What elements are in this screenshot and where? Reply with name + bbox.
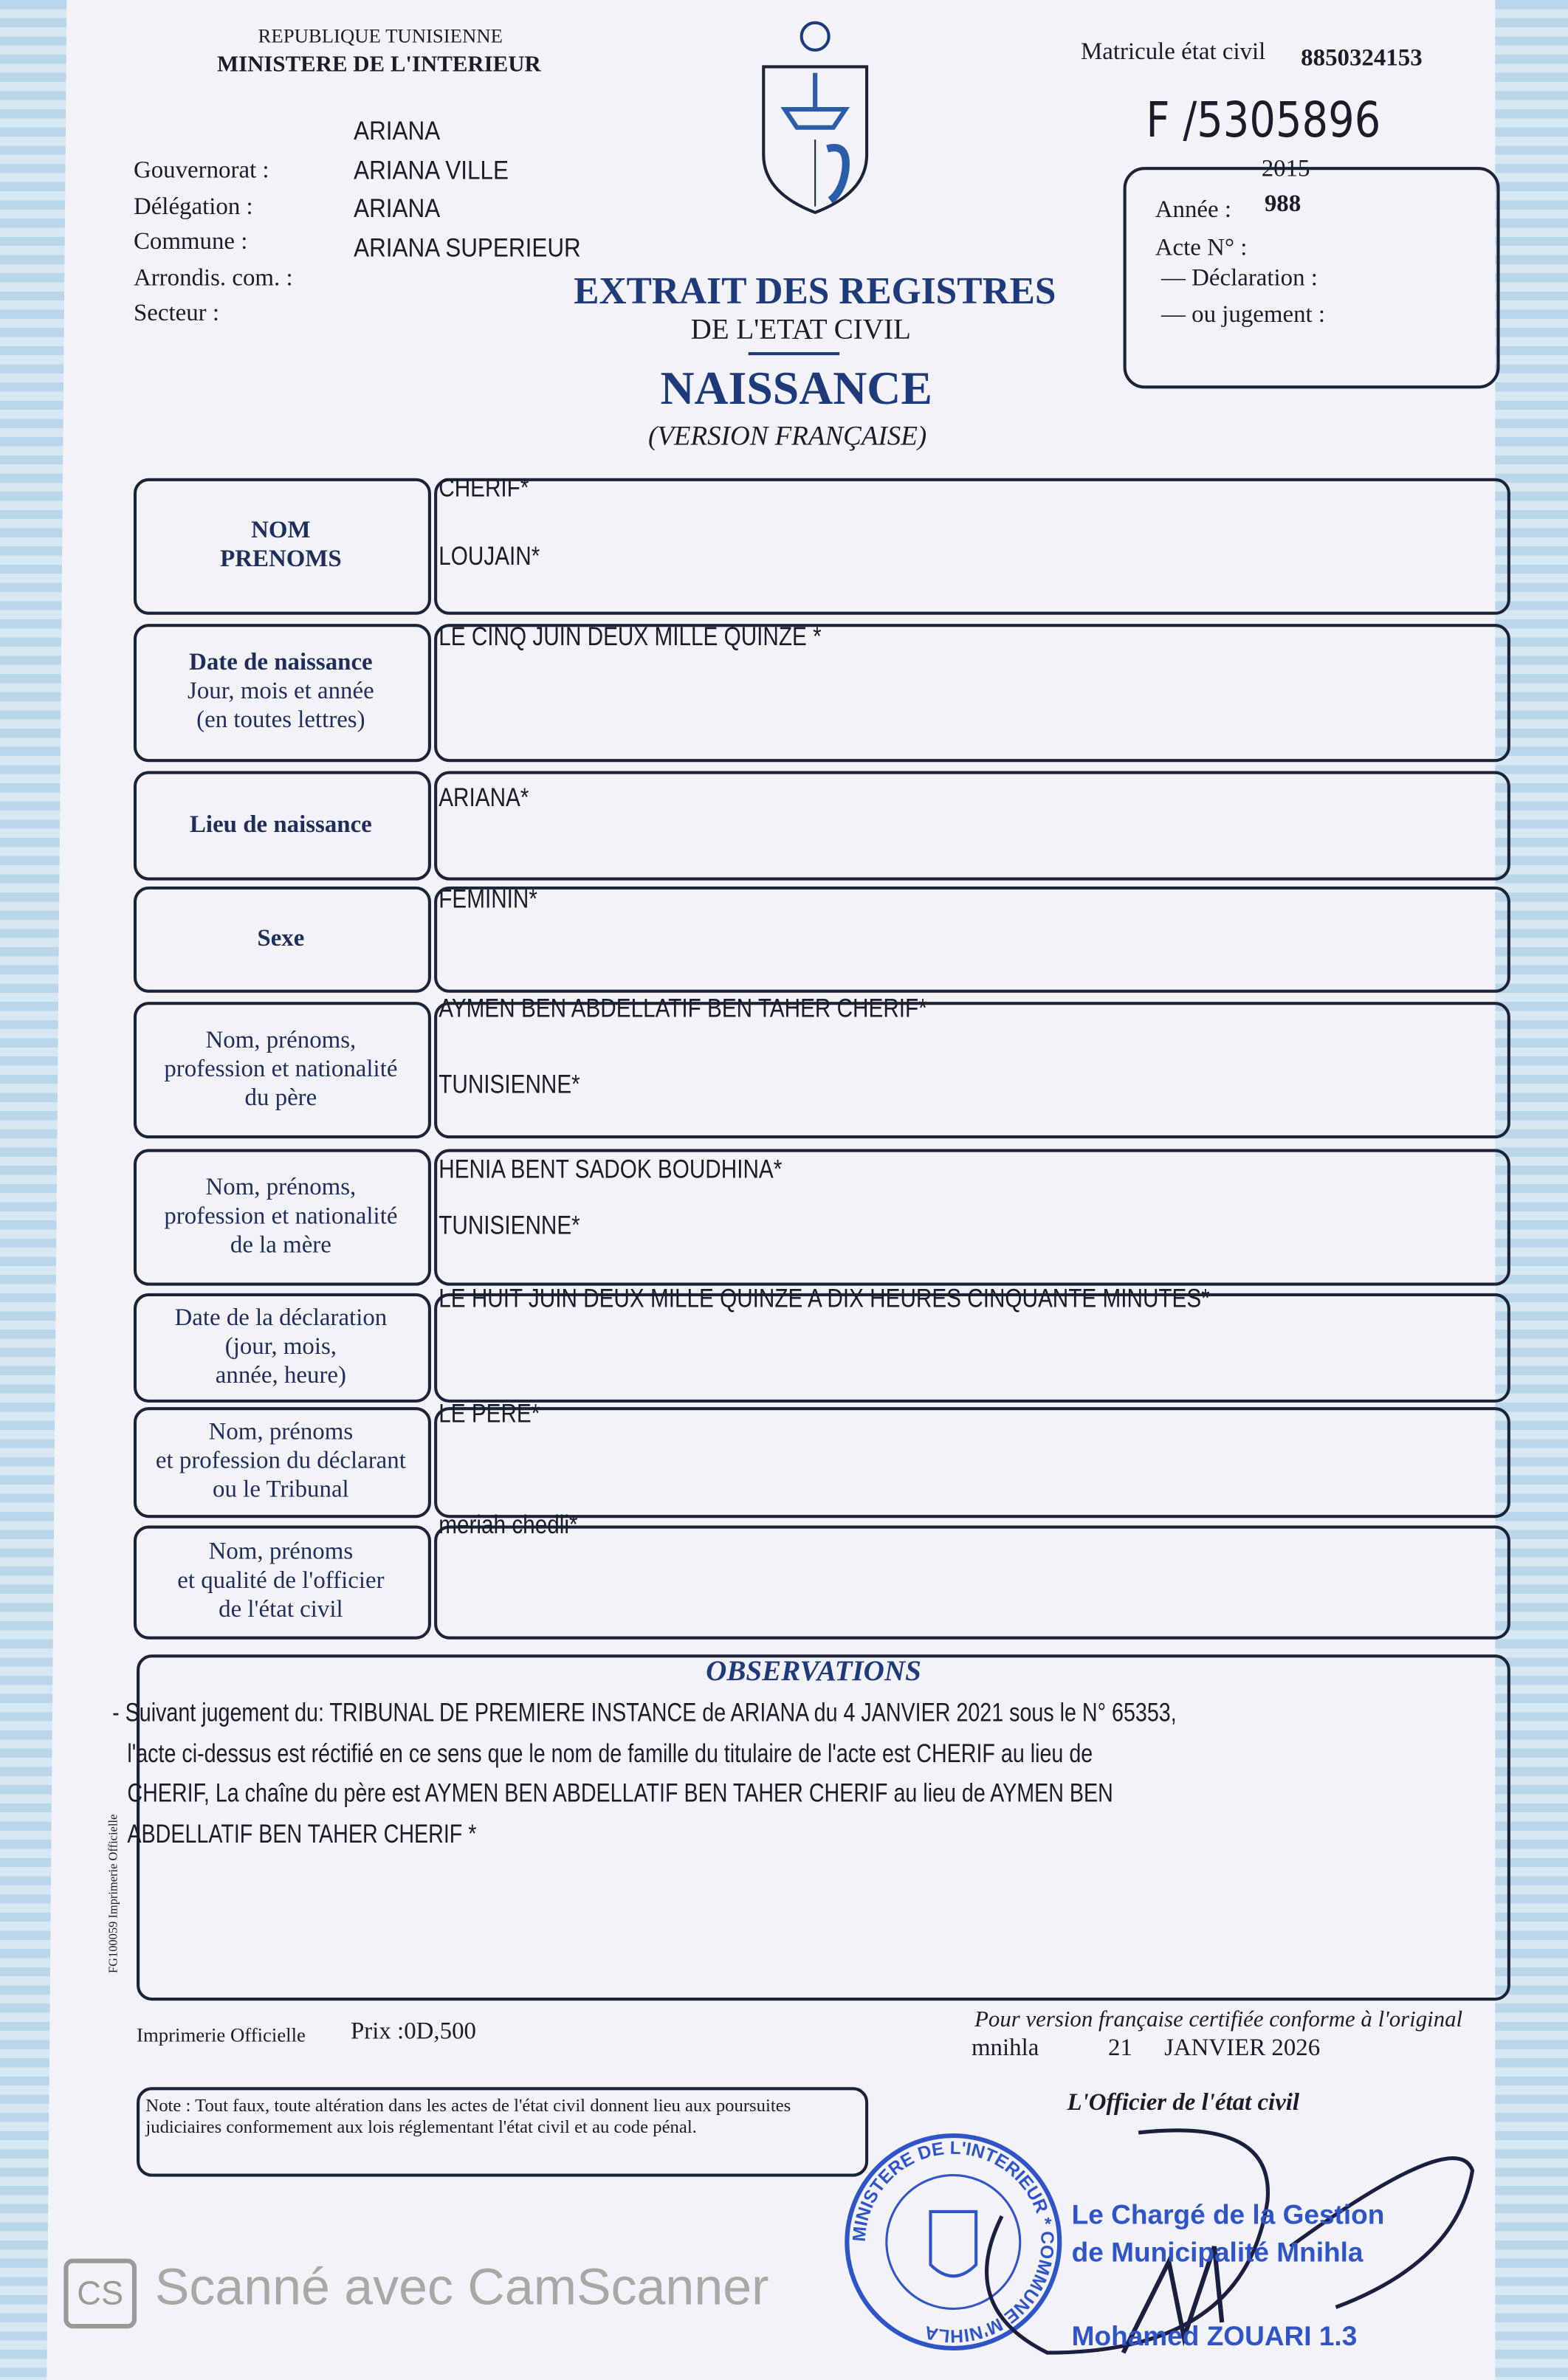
commune-label: Commune :: [133, 229, 248, 255]
birth-date-sublabel: Jour, mois et année (en toutes lettres): [188, 678, 374, 734]
sector-label: Secteur :: [133, 300, 219, 327]
surname-value: CHERIF*: [439, 473, 529, 503]
acte-number-label: Acte N° :: [1155, 235, 1248, 261]
delegation-label: Délégation :: [133, 193, 253, 220]
version-label: (VERSION FRANÇAISE): [647, 420, 927, 451]
declarant-value: LE PERE*: [439, 1399, 540, 1428]
father-nationality-value: TUNISIENNE*: [439, 1070, 580, 1099]
commune-superieur-value: ARIANA SUPERIEUR: [354, 233, 581, 262]
republic-label: REPUBLIQUE TUNISIENNE: [258, 24, 503, 47]
form-code: FG100059 Imprimerie Officielle: [106, 1814, 120, 1974]
matricule-value: 8850324153: [1301, 45, 1423, 72]
title-divider: [749, 352, 839, 355]
stamp-text: MINISTERE DE L'INTERIEUR * COMMUNE M'NIHLA: [849, 2138, 1057, 2346]
name-label: NOM PRENOMS: [220, 517, 342, 573]
declarant-label: Nom, prénoms et profession du déclarant ou le Tribunal: [155, 1419, 406, 1503]
title-line1: EXTRAIT DES REGISTRES: [574, 272, 1056, 313]
matricule-label: Matricule état civil: [1081, 39, 1266, 66]
legal-note: Note : Tout faux, toute altération dans les actes de l'état civil donnent lieu aux poursuites judiciaires conformement aux lois réglementant l'état civil et au code pénal.: [145, 2094, 791, 2138]
birth-date-value: LE CINQ JUIN DEUX MILLE QUINZE *: [439, 622, 822, 652]
mother-label: Nom, prénoms, profession et nationalité de la mère: [164, 1174, 398, 1258]
governorate-value-header: ARIANA: [354, 117, 441, 146]
declaration-date-label: Date de la déclaration (jour, mois, année, heure): [174, 1304, 388, 1389]
signature-line1: Le Chargé de la Gestion: [1071, 2199, 1385, 2230]
year-value: 2015: [1261, 156, 1310, 182]
declaration-date-value: LE HUIT JUIN DEUX MILLE QUINZE A DIX HEURES CINQUANTE MINUTES*: [439, 1284, 1210, 1313]
observations-title: OBSERVATIONS: [706, 1656, 921, 1688]
arrondissement-label: Arrondis. com. :: [133, 264, 293, 291]
title-line2: DE L'ETAT CIVIL: [690, 314, 911, 346]
observation-line: CHERIF, La chaîne du père est AYMEN BEN ABDELLATIF BEN TAHER CHERIF au lieu de AYMEN BEN: [127, 1778, 1113, 1808]
mother-name-value: HENIA BENT SADOK BOUDHINA*: [439, 1155, 783, 1184]
signature-line2: de Municipalité Mnihla: [1071, 2237, 1364, 2268]
day-value: 21: [1108, 2035, 1132, 2062]
observation-line: ABDELLATIF BEN TAHER CHERIF *: [127, 1819, 477, 1848]
coat-of-arms-icon: [754, 18, 876, 216]
sex-label: Sexe: [257, 925, 305, 952]
mother-nationality-value: TUNISIENNE*: [439, 1211, 580, 1240]
sex-value: FEMININ*: [439, 884, 537, 914]
left-decorative-border: [0, 0, 66, 2380]
officer-title: L'Officier de l'état civil: [1067, 2090, 1300, 2116]
printer-label: Imprimerie Officielle: [137, 2023, 306, 2046]
ministry-label: MINISTERE DE L'INTERIEUR: [217, 52, 541, 78]
year-label: Année :: [1155, 197, 1231, 224]
first-name-value: LOUJAIN*: [439, 542, 540, 571]
observation-line: - Suivant jugement du: TRIBUNAL DE PREMIERE INSTANCE de ARIANA du 4 JANVIER 2021 sous le N° 65353,: [112, 1698, 1177, 1727]
judgment-label: — ou jugement :: [1160, 302, 1326, 329]
father-name-value: AYMEN BEN ABDELLATIF BEN TAHER CHERIF*: [439, 994, 927, 1023]
observation-line: l'acte ci-dessus est réctifié en ce sens que le nom de famille du titulaire de l'acte est CHERIF au lieu de: [127, 1738, 1093, 1768]
commune-value: ARIANA: [354, 194, 441, 224]
birth-place-label: Lieu de naissance: [189, 811, 372, 837]
camscanner-watermark: Scanné avec CamScanner: [154, 2258, 769, 2317]
birth-place-value: ARIANA*: [439, 783, 529, 813]
governorate-label: Gouvernorat :: [133, 157, 269, 184]
birth-date-label: Date de naissance: [189, 650, 373, 676]
acte-number-value: 988: [1264, 191, 1301, 218]
father-label: Nom, prénoms, profession et nationalité du père: [164, 1027, 398, 1111]
serial-number: F /5305896: [1146, 91, 1381, 149]
price-label: Prix :0D,500: [350, 2018, 476, 2045]
document-type-title: NAISSANCE: [660, 361, 932, 415]
officer-value: meriah chedli*: [439, 1510, 578, 1539]
officer-label: Nom, prénoms et qualité de l'officier de l'état civil: [177, 1538, 385, 1623]
place-value: mnihla: [971, 2035, 1039, 2062]
camscanner-logo: CS: [63, 2259, 137, 2329]
declaration-label: — Déclaration :: [1160, 265, 1318, 292]
date-value: JANVIER 2026: [1164, 2035, 1321, 2062]
delegation-value: ARIANA VILLE: [354, 155, 509, 185]
certified-label: Pour version française certifiée conforme à l'original: [974, 2008, 1463, 2033]
signatory-name: Mohamed ZOUARI 1.3: [1071, 2320, 1358, 2352]
